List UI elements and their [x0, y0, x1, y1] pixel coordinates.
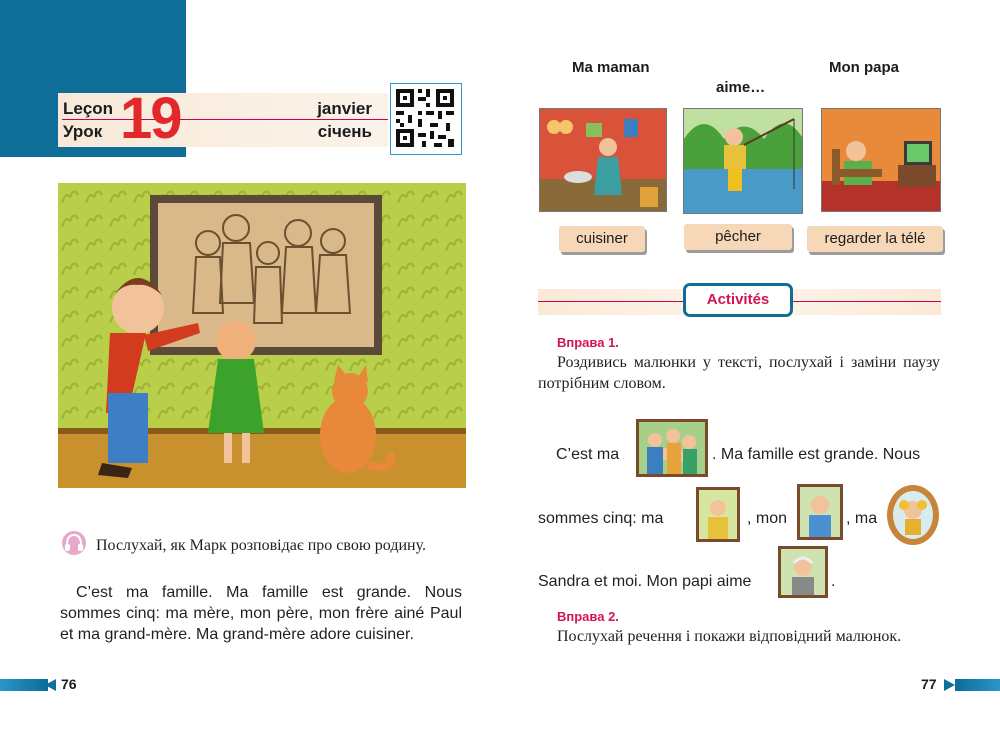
sentence-2-end: , ma: [846, 510, 878, 527]
sentence-3-start: Sandra et moi. Mon papi aime: [538, 573, 752, 590]
family-portrait-illustration: [58, 183, 466, 488]
heading-aime: aime…: [716, 79, 766, 96]
mini-picture-sister[interactable]: [885, 484, 941, 546]
activities-title: Activités: [683, 283, 793, 317]
sentence-2-mid: , mon: [747, 510, 788, 527]
page-number-bar-right: [955, 679, 1000, 691]
verb-card-pecher[interactable]: pêcher: [684, 224, 792, 250]
page-number-left: 76: [61, 676, 77, 692]
page-number-bar-left: [0, 679, 48, 691]
qr-code-icon[interactable]: [390, 83, 462, 155]
heading-ma-maman: Ma maman: [572, 59, 650, 76]
lesson-label-ua: Урок: [63, 122, 103, 141]
picture-watching-tv[interactable]: [821, 108, 941, 212]
sentence-3-end: .: [831, 573, 836, 590]
sentence-1-end: . Ma famille est grande. Nous: [712, 446, 921, 463]
lesson-banner-rule: [62, 119, 388, 120]
exercise-1-title: Вправа 1.: [557, 335, 619, 350]
sentence-1-start: C’est ma: [556, 446, 620, 463]
verb-card-cuisiner[interactable]: cuisiner: [559, 226, 645, 252]
picture-cooking[interactable]: [539, 108, 667, 212]
verb-card-regarder-la-tele[interactable]: regarder la télé: [807, 226, 943, 252]
story-text: C’est ma famille. Ma famille est grande. Nous sommes cinq: ma mère, mon père, mon frère ainé Paul et ma grand-mère. Ma grand-mère adore cuisiner.: [60, 584, 462, 643]
page-number-right: 77: [921, 676, 937, 692]
arrow-left-icon: [45, 679, 56, 691]
lesson-label-fr: Leçon: [63, 99, 114, 118]
sentence-2-start: sommes cinq: ma: [538, 510, 664, 527]
lesson-number: 19: [120, 86, 181, 151]
picture-fishing[interactable]: [683, 108, 803, 214]
mini-picture-grandpa[interactable]: [778, 546, 828, 598]
month-ua: січень: [317, 122, 372, 141]
exercise-2-title: Вправа 2.: [557, 609, 619, 624]
exercise-1-text: Роздивись малюнки у тексті, послухай і заміни паузу потрібним словом.: [538, 354, 940, 392]
listen-instruction: Послухай, як Марк розповідає про свою родину.: [96, 537, 426, 554]
mini-picture-mother[interactable]: [696, 487, 740, 542]
month-fr: janvier: [317, 99, 372, 118]
arrow-right-icon: [944, 679, 955, 691]
exercise-2-text: Послухай речення і покажи відповідний малюнок.: [557, 628, 902, 645]
heading-mon-papa: Mon papa: [829, 59, 899, 76]
mini-picture-father[interactable]: [797, 484, 843, 540]
mini-picture-family[interactable]: [636, 419, 708, 477]
